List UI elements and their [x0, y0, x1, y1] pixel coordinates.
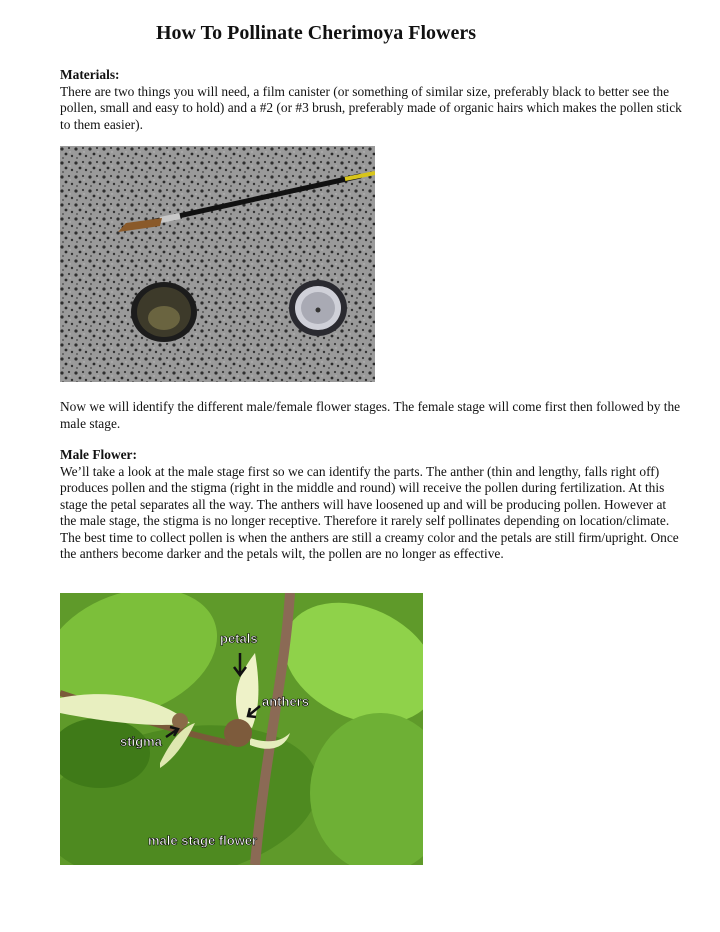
- male-flower-heading: Male Flower:: [60, 447, 137, 462]
- petals-label: petals: [220, 631, 258, 646]
- photo-caption: male stage flower: [148, 833, 258, 848]
- anthers-label: anthers: [262, 694, 309, 709]
- page-title: How To Pollinate Cherimoya Flowers: [156, 22, 476, 44]
- male-stage-flower-photo: [60, 593, 423, 865]
- materials-text: There are two things you will need, a film canister (or something of similar size, preferably black to better see the pollen, small and easy to hold) and a #2 (or #3 brush, preferably made of organic hairs which makes the pollen stick to them easier).: [60, 83, 682, 132]
- materials-heading: Materials:: [60, 67, 120, 82]
- canister-brush-photo: [60, 146, 375, 382]
- stages-intro-text: Now we will identify the different male/female flower stages. The female stage will come first then followed by the male stage.: [60, 399, 681, 431]
- male-flower-section: [60, 447, 682, 563]
- materials-section: [60, 67, 682, 133]
- stigma-label: stigma: [120, 734, 162, 749]
- male-flower-text: We’ll take a look at the male stage first so we can identify the parts. The anther (thin and lengthy, falls right off) produces pollen and the stigma (right in the middle and round) will receive the pollen during fertilization. At this stage the petal separates all the way. The anthers will have loosened up and will be producing pollen. However at the male stage, the stigma is no longer receptive. Therefore it rarely self pollinates depending on location/climate. The best time to collect pollen is when the anthers are still a creamy color and the petals are still firm/upright. Once the anthers become darker and the petals wilt, the pollen are no longer as effective.: [60, 463, 679, 561]
